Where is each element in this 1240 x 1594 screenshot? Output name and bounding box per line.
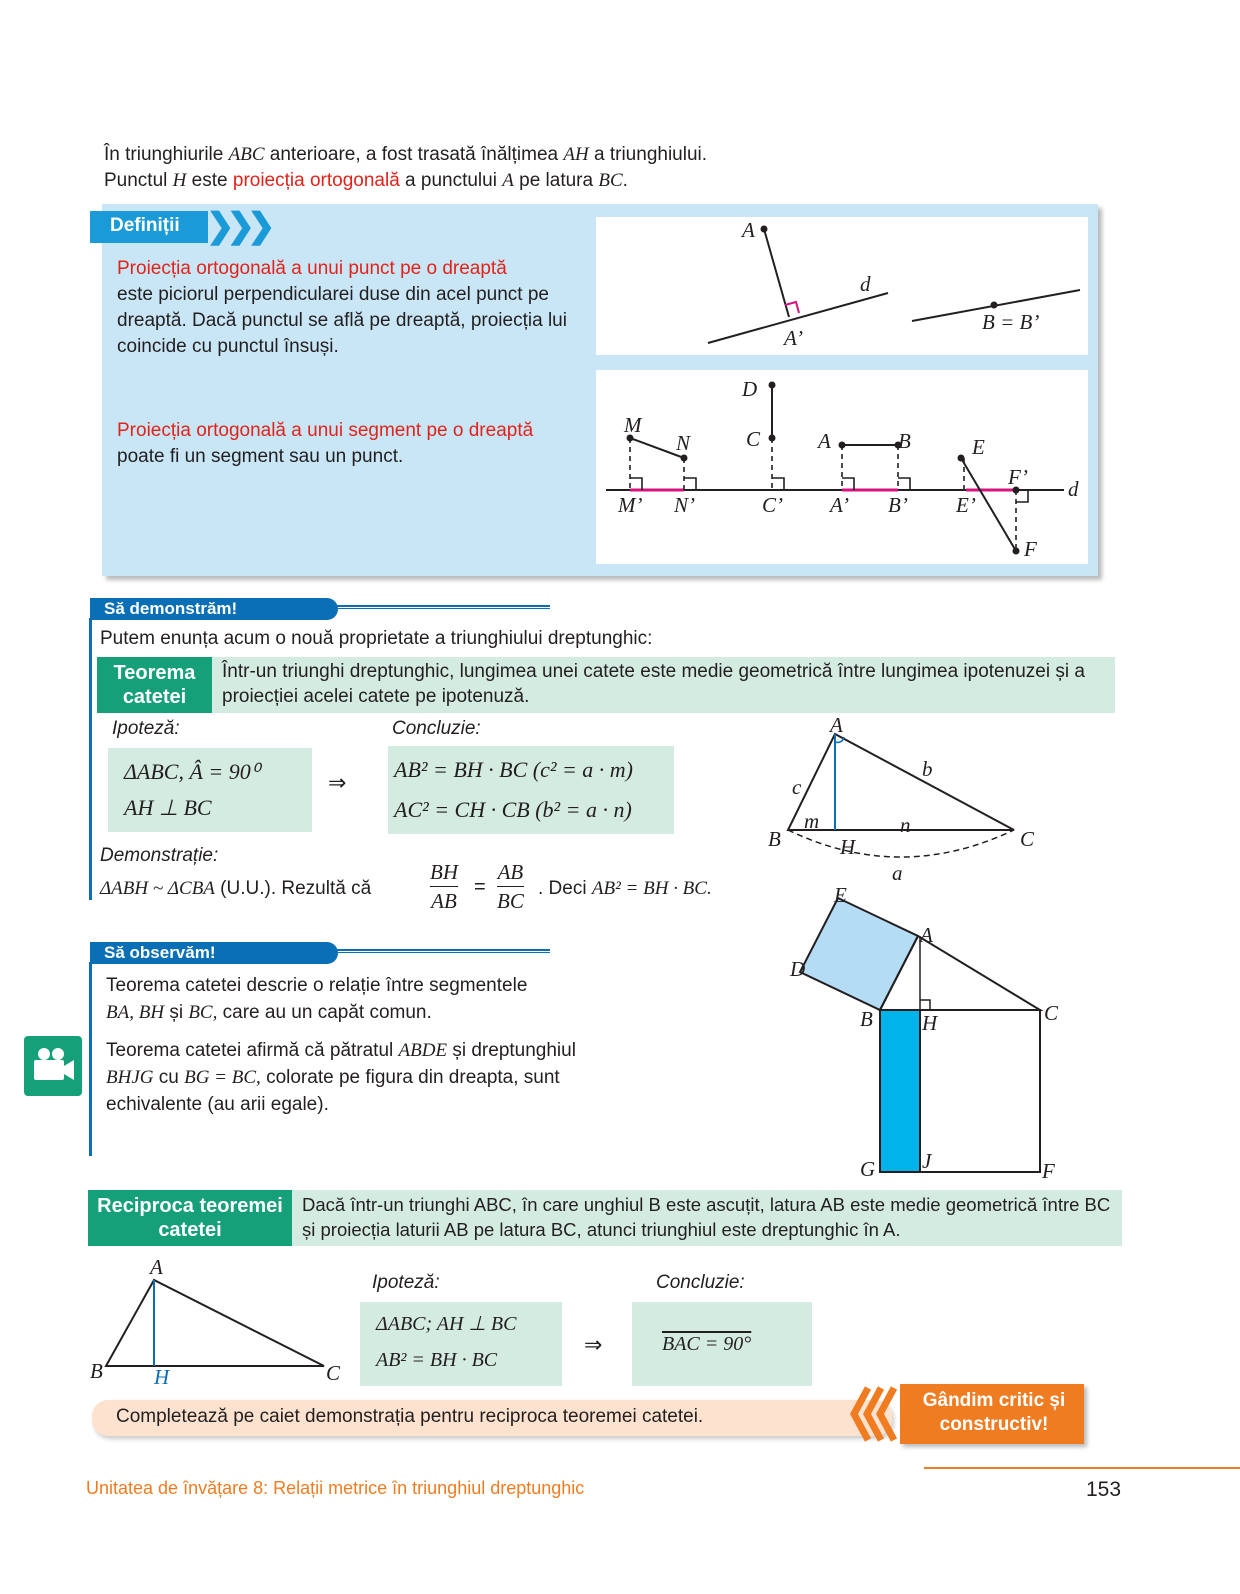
converse-title: Reciproca teoremei catetei xyxy=(88,1190,292,1246)
conclusion-label: Concluzie: xyxy=(392,718,481,739)
text: a triunghiului. xyxy=(588,144,708,165)
label: E xyxy=(972,435,985,459)
conclusion-box xyxy=(632,1302,812,1386)
label: C xyxy=(326,1361,341,1385)
label: H xyxy=(154,1365,170,1389)
label: B xyxy=(768,827,781,851)
numerator: BH xyxy=(430,858,458,887)
label: d xyxy=(1068,477,1079,501)
text: și xyxy=(164,1002,189,1023)
text: Punctul xyxy=(104,170,173,191)
proof-conclusion xyxy=(538,876,712,902)
intro-text xyxy=(104,142,904,194)
text: (U.U.). Rezultă că xyxy=(214,878,372,899)
label: m xyxy=(804,809,820,833)
label: D xyxy=(790,957,806,981)
text: ABC xyxy=(228,144,265,165)
converse-text: Dacă într-un triunghi ABC, în care unghiul B este ascuțit, latura AB este medie geometrică între BC și proiecția laturii AB pe latura BC, atunci triunghiul este dreptunghic în A. xyxy=(302,1194,1111,1240)
text: BC xyxy=(598,170,623,191)
formula: AC² = CH · CB (b² = a · n) xyxy=(394,797,632,822)
formula: AB² = BH · BC. xyxy=(591,878,712,899)
proof-text xyxy=(100,876,371,902)
formula: ΔABC; AH ⊥ BC xyxy=(376,1313,517,1335)
label: B = B’ xyxy=(982,310,1040,334)
definition-body: este piciorul perpendicularei duse din acel punct pe dreaptă. Dacă punctul se află pe dreaptă, proiecția lui coincide cu punctul însuși. xyxy=(117,284,567,357)
definition-1 xyxy=(117,256,587,360)
equals: = xyxy=(474,876,486,898)
hypothesis-box xyxy=(360,1302,562,1386)
section-header-demonstrate: Să demonstrăm! xyxy=(90,598,338,620)
label: a xyxy=(892,861,903,884)
label: N xyxy=(676,431,691,455)
label: b xyxy=(922,757,933,781)
hypothesis-label: Ipoteză: xyxy=(372,1272,440,1293)
chevrons-left-icon xyxy=(846,1384,898,1444)
observe-paragraph-2 xyxy=(106,1037,666,1118)
text: În triunghiurile xyxy=(104,144,229,165)
implies-arrow: ⇒ xyxy=(584,1332,603,1357)
label: F’ xyxy=(1008,465,1028,489)
divider xyxy=(336,949,550,953)
text: ABDE xyxy=(398,1040,448,1061)
text: cu xyxy=(153,1067,185,1088)
proof-label: Demonstrație: xyxy=(100,845,219,866)
text: este xyxy=(186,170,233,191)
label: n xyxy=(900,813,911,837)
text: colorate pe figura din dreapta, sunt xyxy=(260,1067,560,1088)
definition-title: Proiecția ortogonală a unui segment pe o dreaptă xyxy=(117,420,534,441)
definition-title: Proiecția ortogonală a unui punct pe o dreaptă xyxy=(117,258,507,279)
formula: AB² = BH · BC xyxy=(376,1349,498,1371)
definition-body: poate fi un segment sau un punct. xyxy=(117,446,404,467)
label: F xyxy=(1042,1159,1055,1183)
task-banner: Completează pe caiet demonstrația pentru reciproca teoremei catetei. xyxy=(92,1400,892,1436)
text: AH xyxy=(563,144,589,165)
label: M’ xyxy=(618,493,643,517)
theorem-text: Într-un triunghi dreptunghic, lungimea unei catete este medie geometrică între lungimea ipotenuzei și a proiecției acelei catete pe ipotenuză. xyxy=(222,661,1085,707)
converse-triangle-figure xyxy=(88,1256,348,1390)
label: C’ xyxy=(762,493,783,517)
footer-unit-title: Unitatea de învățare 8: Relații metrice în triunghiul dreptunghic xyxy=(86,1478,585,1498)
label: E’ xyxy=(956,493,976,517)
divider xyxy=(89,618,92,900)
definition-2 xyxy=(117,418,587,470)
label: M xyxy=(624,413,642,437)
label: A xyxy=(830,713,843,737)
text: Teorema catetei descrie o relație între segmentele xyxy=(106,975,528,996)
hypothesis-box xyxy=(108,748,312,832)
label: B xyxy=(90,1359,103,1383)
definitions-tab: Definiții xyxy=(90,211,208,243)
formula: AB² = BH · BC (c² = a · m) xyxy=(394,757,634,782)
implies-arrow: ⇒ xyxy=(328,770,347,795)
divider xyxy=(336,605,550,609)
denominator: BC xyxy=(497,889,524,913)
fraction-bh-ab xyxy=(430,858,458,915)
conclusion-box xyxy=(388,746,674,834)
label: H xyxy=(840,835,856,859)
label: C xyxy=(1020,827,1035,851)
text: anterioare, a fost trasată înălțimea xyxy=(264,144,564,165)
text: BHJG xyxy=(106,1067,154,1088)
label: A xyxy=(818,429,831,453)
chevrons-icon: ❯❯❯ xyxy=(206,207,268,245)
hypothesis-label: Ipoteză: xyxy=(112,718,180,739)
divider xyxy=(89,962,92,1156)
label: c xyxy=(792,775,802,799)
right-triangle-figure xyxy=(760,712,1050,884)
text: a punctului xyxy=(399,170,503,191)
label: A xyxy=(920,923,933,947)
observe-paragraph-1 xyxy=(106,972,666,1026)
video-camera-icon[interactable] xyxy=(24,1036,82,1096)
label: B’ xyxy=(888,493,908,517)
text: care au un capăt comun. xyxy=(217,1002,432,1023)
label: N’ xyxy=(674,493,695,517)
label: H xyxy=(922,1011,938,1035)
label: A xyxy=(150,1256,163,1279)
label: C xyxy=(1044,1001,1059,1025)
text: . xyxy=(622,170,628,191)
label: F xyxy=(1024,537,1037,561)
point-projection-figure xyxy=(596,217,1088,355)
text: BC, xyxy=(188,1002,218,1023)
text: . Deci xyxy=(538,878,592,899)
text: Teorema catetei afirmă că pătratul xyxy=(106,1040,399,1061)
theorem-title: Teorema catetei xyxy=(97,657,212,713)
demo-intro: Putem enunța acum o nouă proprietate a triunghiului dreptunghic: xyxy=(100,628,653,649)
label: J xyxy=(922,1149,932,1173)
label: A xyxy=(742,218,755,242)
label: D xyxy=(742,377,758,401)
text: A xyxy=(502,170,514,191)
formula: AH ⊥ BC xyxy=(124,795,212,820)
section-header-observe: Să observăm! xyxy=(90,942,338,964)
label: C xyxy=(746,427,761,451)
squares-figure xyxy=(786,886,1066,1186)
segment-projection-figure xyxy=(596,370,1088,564)
text: BG = BC, xyxy=(184,1067,261,1088)
highlight-term: proiecția ortogonală xyxy=(232,170,400,191)
text: pe latura xyxy=(513,170,599,191)
label: d xyxy=(860,272,871,296)
label: B xyxy=(898,429,911,453)
formula: ΔABH ~ ΔCBA xyxy=(100,878,215,899)
text: BA, BH xyxy=(106,1002,165,1023)
label: A’ xyxy=(784,326,804,350)
text: echivalente (au arii egale). xyxy=(106,1094,329,1115)
label: E xyxy=(834,886,847,907)
label: A’ xyxy=(830,493,850,517)
formula: ΔABC, Â = 90⁰ xyxy=(124,759,260,784)
page-number: 153 xyxy=(1086,1478,1122,1501)
critical-thinking-badge: Gândim critic și constructiv! xyxy=(900,1384,1084,1444)
label: B xyxy=(860,1007,873,1031)
label: G xyxy=(860,1157,876,1181)
text: și dreptunghiul xyxy=(447,1040,576,1061)
numerator: AB xyxy=(497,858,524,887)
conclusion-label: Concluzie: xyxy=(656,1272,745,1293)
formula: BAC = 90° xyxy=(662,1333,752,1355)
denominator: AB xyxy=(431,889,457,913)
text: H xyxy=(172,170,187,191)
footer-rule xyxy=(924,1467,1240,1469)
fraction-ab-bc xyxy=(497,858,524,915)
